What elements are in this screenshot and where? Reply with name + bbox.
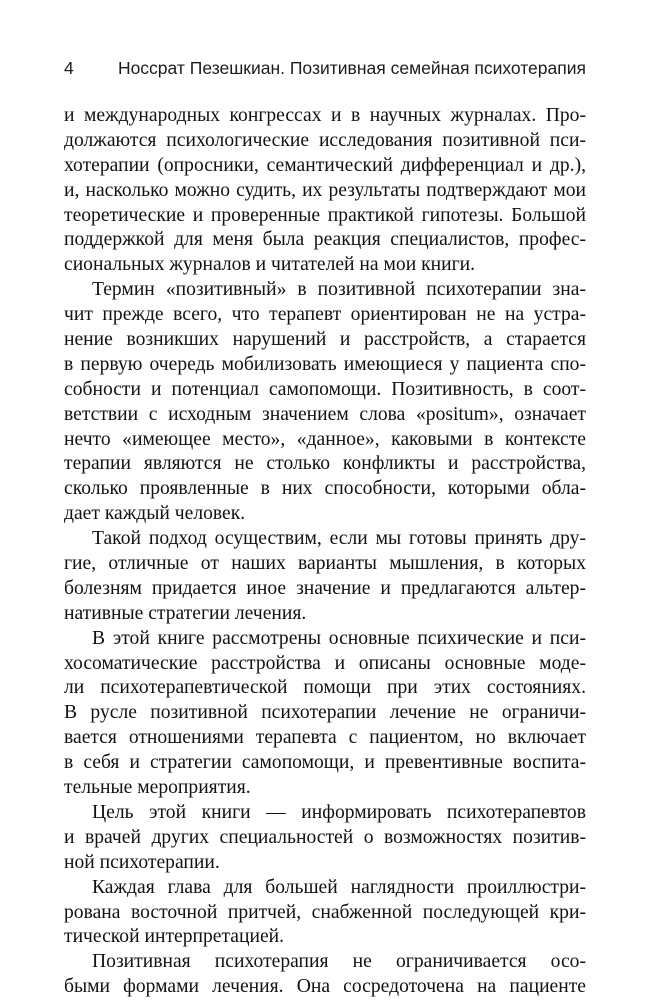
text-line: хотерапии (опросники, семантический дифференциал и др.),: [64, 154, 586, 176]
text-line: терапии являются не столько конфликты и расстройства,: [64, 453, 586, 475]
text-line: нечто «имеющее место», «данное», каковыми в контексте: [64, 428, 586, 450]
text-line: нение возникших нарушений и расстройств, а старается: [64, 329, 586, 351]
text-line: В этой книге рассмотрены основные психические и пси-: [92, 627, 586, 649]
text-line: вается отношениями терапевта с пациентом, но включает: [64, 727, 586, 749]
text-line: в первую очередь мобилизовать имеющиеся у пациента спо-: [64, 353, 586, 375]
text-line: должаются психологические исследования позитивной пси-: [64, 129, 586, 151]
text-line: и, насколько можно судить, их результаты подтверждают мои: [64, 179, 586, 201]
text-line: тельные мероприятия.: [64, 777, 251, 799]
text-line: ветствии с исходным значением слова «positum», означает: [64, 403, 586, 425]
text-line: ной психотерапии.: [64, 851, 220, 873]
body-text: [64, 104, 586, 1000]
text-line: теоретические и проверенные практикой гипотезы. Большой: [64, 204, 586, 226]
text-line: ли психотерапевтической помощи при этих состояниях.: [64, 677, 586, 699]
page-header: [64, 58, 586, 84]
text-line: болезням придается иное значение и предлагаются альтер-: [64, 577, 586, 599]
text-line: рована восточной притчей, снабженной последующей кри-: [64, 901, 586, 923]
running-title: Носсрат Пезешкиан. Позитивная семейная психотерапия: [117, 58, 586, 78]
text-line: и врачей других специальностей о возможностях позитив-: [64, 826, 586, 848]
text-line: Цель этой книги — информировать психотерапевтов: [92, 801, 586, 823]
text-line: сиональных журналов и читателей на мои книги.: [64, 254, 476, 276]
text-line: сколько проявленные в них способности, которыми обла-: [64, 478, 586, 500]
text-line: собности и потенциал самопомощи. Позитивность, в соот-: [64, 378, 586, 400]
text-line: В русле позитивной психотерапии лечение не ограничи-: [64, 702, 586, 724]
text-line: хосоматические расстройства и описаны основные моде-: [64, 652, 586, 674]
text-line: Термин «позитивный» в позитивной психотерапии зна-: [92, 279, 586, 301]
text-line: тической интерпретацией.: [64, 926, 285, 948]
text-line: Каждая глава для большей наглядности проиллюстри-: [92, 876, 586, 898]
text-line: в себя и стратегии самопомощи, и превентивные воспита-: [64, 752, 586, 774]
text-line: Такой подход осуществим, если мы готовы принять дру-: [92, 528, 586, 550]
text-line: поддержкой для меня была реакция специалистов, профес-: [64, 229, 586, 251]
text-line: быми формами лечения. Она сосредоточена на пациенте: [64, 976, 586, 998]
text-line: гие, отличные от наших варианты мышления, в которых: [64, 553, 586, 575]
text-line: нативные стратегии лечения.: [64, 602, 307, 624]
text-line: и международных конгрессах и в научных журналах. Про-: [64, 105, 586, 126]
text-line: чит прежде всего, что терапевт ориентирован не на устра-: [64, 304, 586, 326]
page-number: 4: [64, 58, 74, 78]
text-line: дает каждый человек.: [64, 503, 246, 525]
text-line: Позитивная психотерапия не ограничивается осо-: [92, 951, 586, 973]
